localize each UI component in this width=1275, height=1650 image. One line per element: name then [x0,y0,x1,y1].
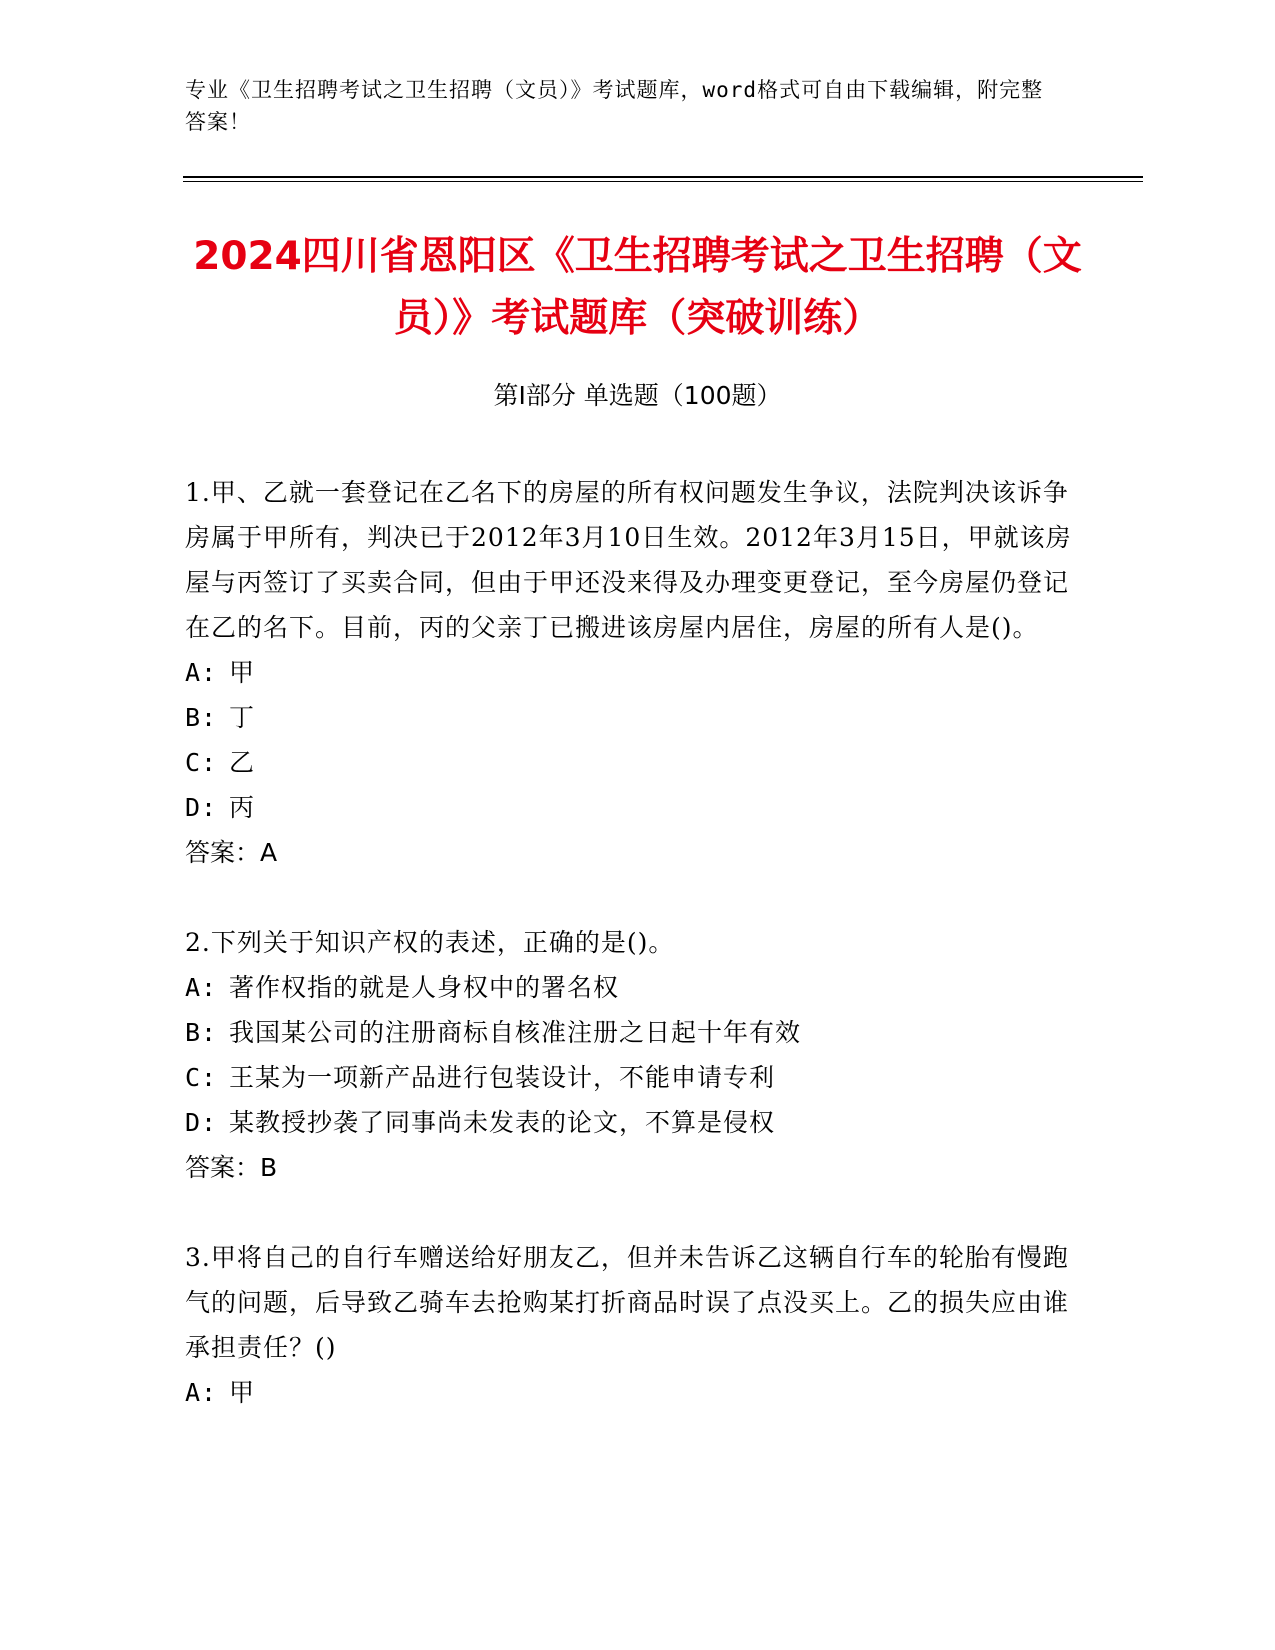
option-text: 乙 [229,748,256,777]
question-3 [185,1235,1085,1415]
question-1 [185,470,1085,875]
option-text: 丁 [229,703,256,732]
option-text: 甲 [229,1378,256,1407]
option-text: 我国某公司的注册商标自核准注册之日起十年有效 [229,1018,802,1047]
option-d [185,1100,1085,1145]
option-d [185,785,1085,830]
option-c [185,1055,1085,1100]
option-b [185,1010,1085,1055]
question-list [185,470,1085,1460]
option-letter: A: [185,658,218,687]
section-title: 第Ⅰ部分 单选题（100题） [493,381,782,410]
option-text: 甲 [229,658,256,687]
option-text: 某教授抄袭了同事尚未发表的论文，不算是侵权 [229,1108,776,1137]
document-title: 2024四川省恩阳区《卫生招聘考试之卫生招聘（文员）》考试题库（突破训练） [193,234,1082,341]
header-note: 专业《卫生招聘考试之卫生招聘（文员）》考试题库，word格式可自由下载编辑，附完整答案！ [185,78,1044,134]
option-letter: C: [185,1063,218,1092]
option-c [185,740,1085,785]
question-stem: 2.下列关于知识产权的表述，正确的是()。 [185,928,675,957]
option-letter: C: [185,748,218,777]
header-rule-thick [183,176,1143,178]
option-letter: D: [185,793,218,822]
option-a [185,1370,1085,1415]
option-letter: D: [185,1108,218,1137]
option-a [185,965,1085,1010]
option-text: 丙 [229,793,256,822]
answer-line: 答案：B [185,1153,278,1182]
option-letter: B: [185,703,218,732]
option-letter: A: [185,973,218,1002]
option-b [185,695,1085,740]
option-text: 著作权指的就是人身权中的署名权 [229,973,620,1002]
option-letter: A: [185,1378,218,1407]
header-rule-thin [183,181,1143,182]
option-letter: B: [185,1018,218,1047]
question-2 [185,920,1085,1190]
option-text: 王某为一项新产品进行包装设计，不能申请专利 [229,1063,776,1092]
question-stem: 1.甲、乙就一套登记在乙名下的房屋的所有权问题发生争议，法院判决该诉争房属于甲所有，判决已于2012年3月10日生效。2012年3月15日，甲就该房屋与丙签订了买卖合同，但由于甲还没来得及办理变更登记，至今房屋仍登记在乙的名下。目前，丙的父亲丁已搬进该房屋内居住，房屋的所有人是()。 [185,478,1072,642]
question-stem: 3.甲将自己的自行车赠送给好朋友乙，但并未告诉乙这辆自行车的轮胎有慢跑气的问题，后导致乙骑车去抢购某打折商品时误了点没买上。乙的损失应由谁承担责任？() [185,1243,1070,1362]
answer-line: 答案：A [185,838,278,867]
option-a [185,650,1085,695]
